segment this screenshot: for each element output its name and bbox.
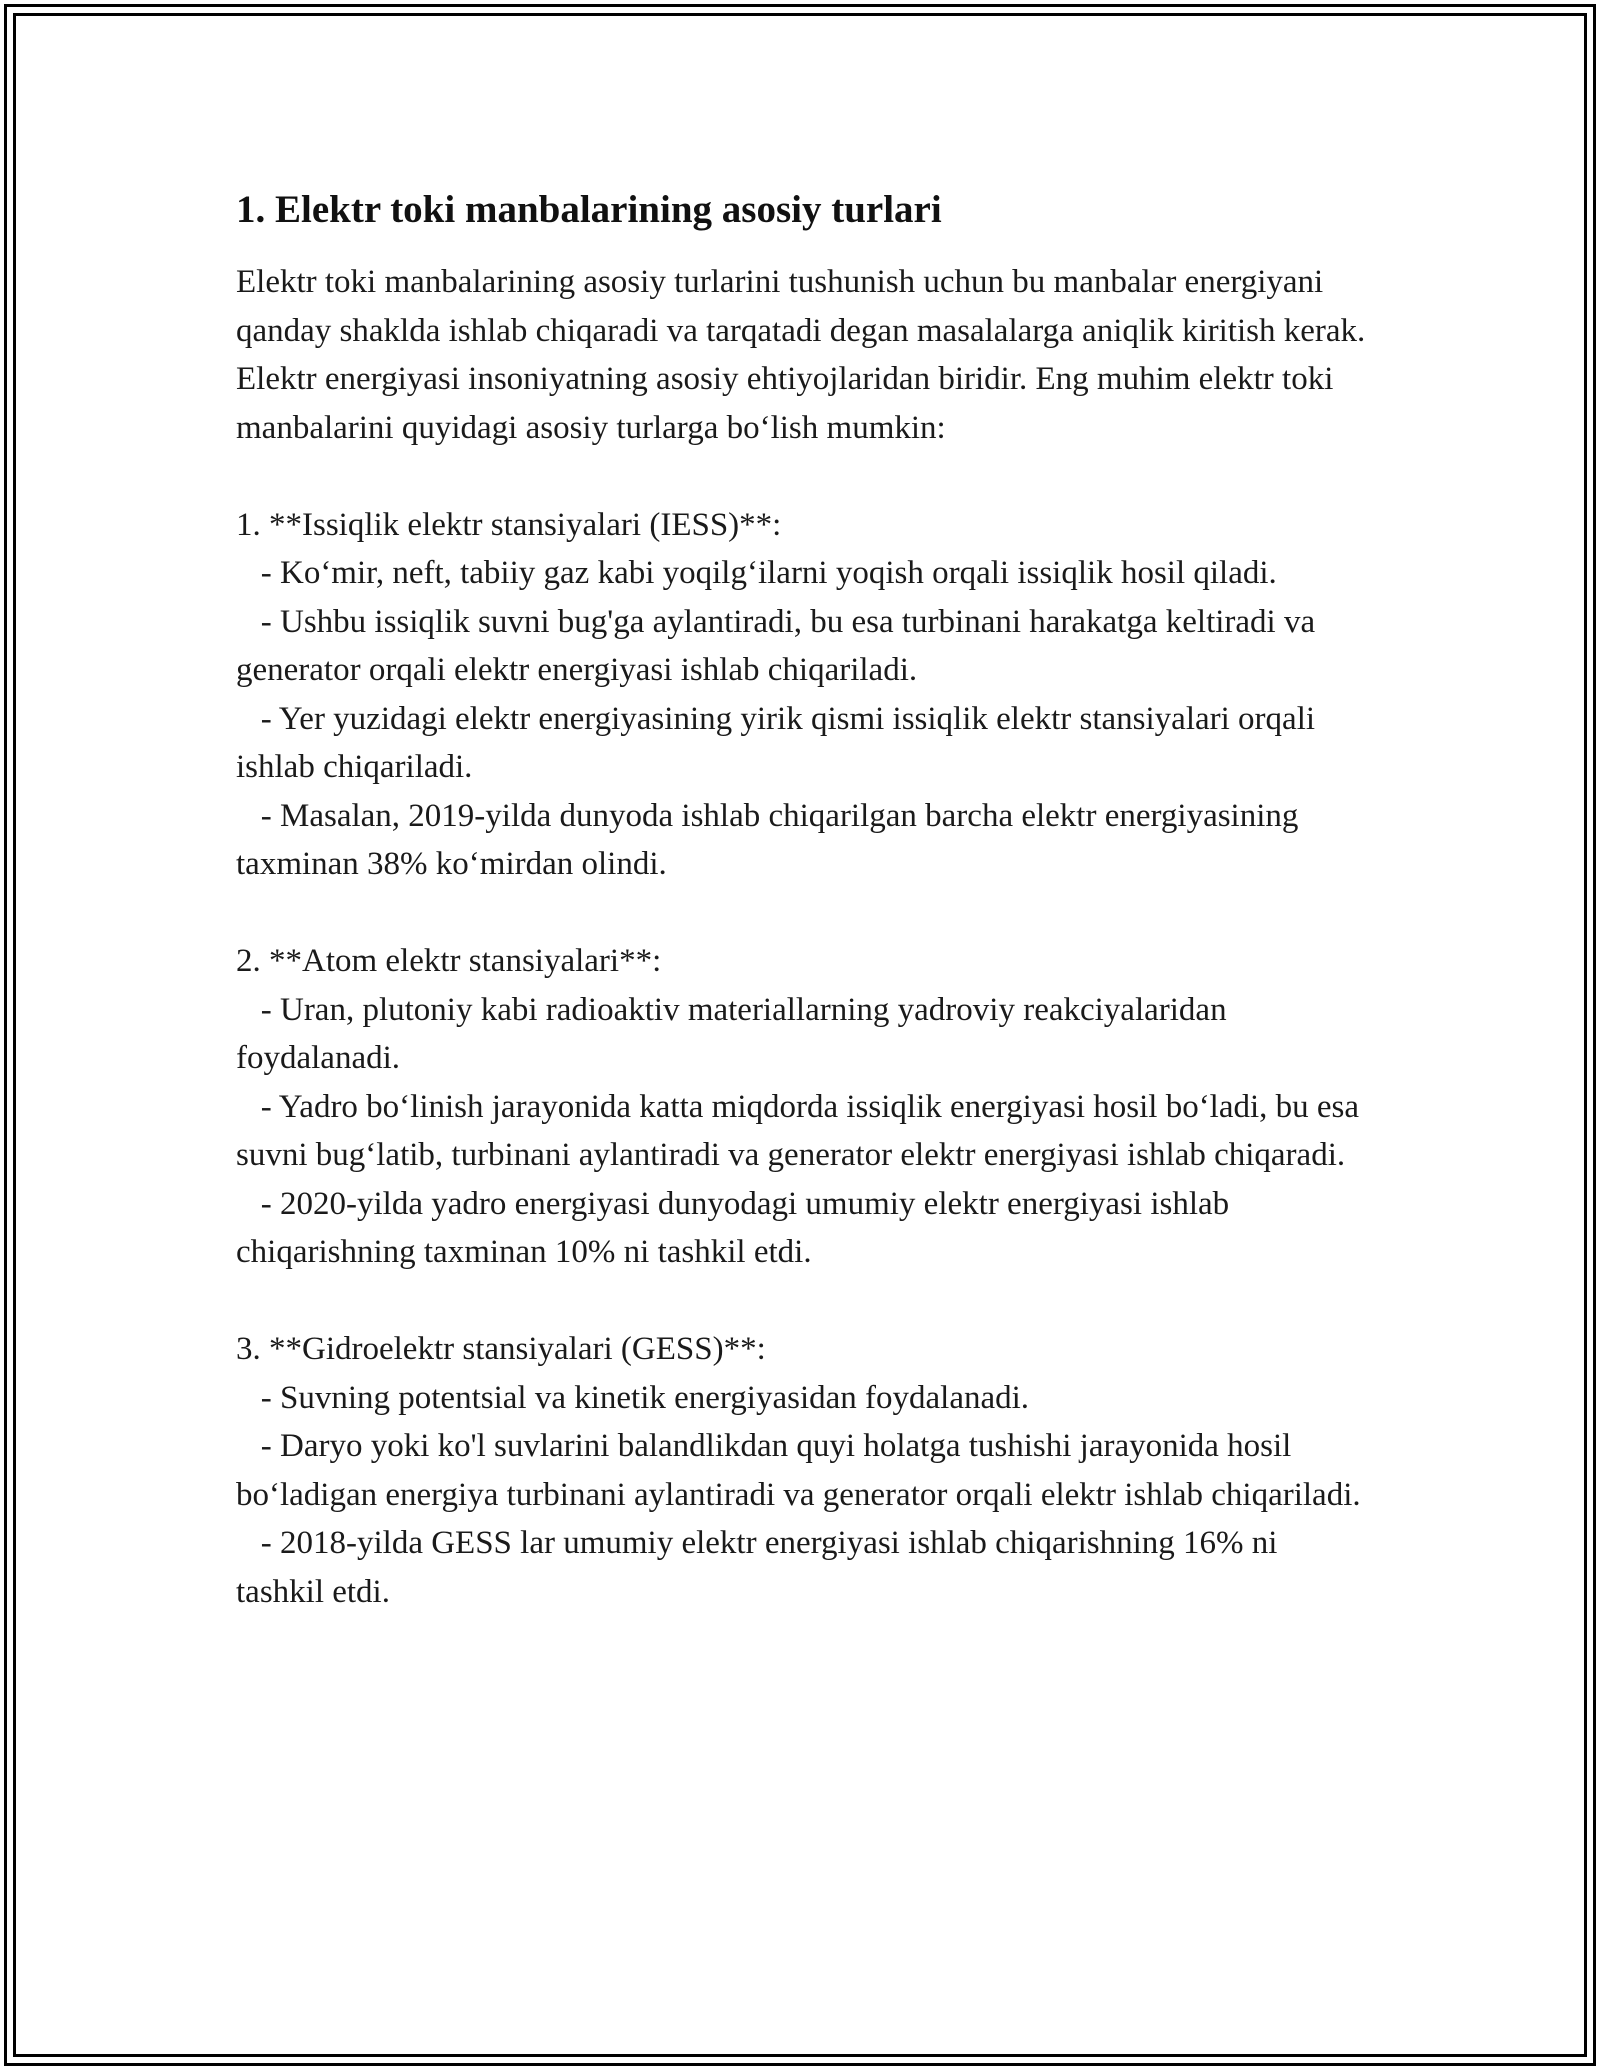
list-item: - Suvning potentsial va kinetik energiyasidan foydalanadi. — [260, 1379, 1030, 1416]
list-item: - Ko‘mir, neft, tabiiy gaz kabi yoqilg‘ilarni yoqish orqali issiqlik hosil qiladi. — [260, 555, 1277, 591]
section-title: 3. **Gidroelektr stansiyalari (GESS)**: — [236, 1331, 766, 1367]
list-item: - Uran, plutoniy kabi radioaktiv materiallarning yadroviy reakciyalaridan foydalanadi. — [236, 991, 1235, 1076]
list-item: - Daryo yoki ko'l suvlarini balandlikdan quyi holatga tushishi jarayonida hosil bo‘ladigan energiya turbinani aylantiradi va generator orqali elektr ishlab chiqariladi. — [236, 1428, 1361, 1513]
section-thermal — [236, 501, 1366, 889]
list-item: - 2018-yilda GESS lar umumiy elektr energiyasi ishlab chiqarishning 16% ni tashkil etdi. — [236, 1525, 1286, 1610]
list-item: - 2020-yilda yadro energiyasi dunyodagi umumiy elektr energiyasi ishlab chiqarishning taxminan 10% ni tashkil etdi. — [236, 1185, 1238, 1270]
section-title: 1. **Issiqlik elektr stansiyalari (IESS)**: — [236, 506, 782, 543]
list-item: - Yadro bo‘linish jarayonida katta miqdorda issiqlik energiyasi hosil bo‘ladi, bu esa suvni bug‘latib, turbinani aylantiradi va generator elektr energiyasi ishlab chiqaradi. — [236, 1088, 1368, 1173]
list-item: - Ushbu issiqlik suvni bug'ga aylantiradi, bu esa turbinani harakatga keltiradi va generator orqali elektr energiyasi ishlab chiqariladi. — [236, 603, 1324, 688]
intro-paragraph: Elektr toki manbalarining asosiy turlarini tushunish uchun bu manbalar energiyani qanday shaklda ishlab chiqaradi va tarqatadi degan masalalarga aniqlik kiritish kerak. Elektr energiyasi insoniyatning asosiy ehtiyojlaridan biridir. Eng muhim elektr toki manbalarini quyidagi asosiy turlarga bo‘lish mumkin: — [236, 264, 1374, 446]
document-body — [236, 186, 1374, 1616]
list-item: - Yer yuzidagi elektr energiyasining yirik qismi issiqlik elektr stansiyalari orqali ishlab chiqariladi. — [236, 700, 1324, 785]
section-hydro — [236, 1325, 1366, 1616]
list-item: - Masalan, 2019-yilda dunyoda ishlab chiqarilgan barcha elektr energiyasining taxminan 38% ko‘mirdan olindi. — [236, 797, 1307, 882]
section-title: 2. **Atom elektr stansiyalari**: — [236, 943, 662, 979]
page-title: 1. Elektr toki manbalarining asosiy turlari — [236, 188, 942, 231]
section-nuclear — [236, 937, 1366, 1277]
